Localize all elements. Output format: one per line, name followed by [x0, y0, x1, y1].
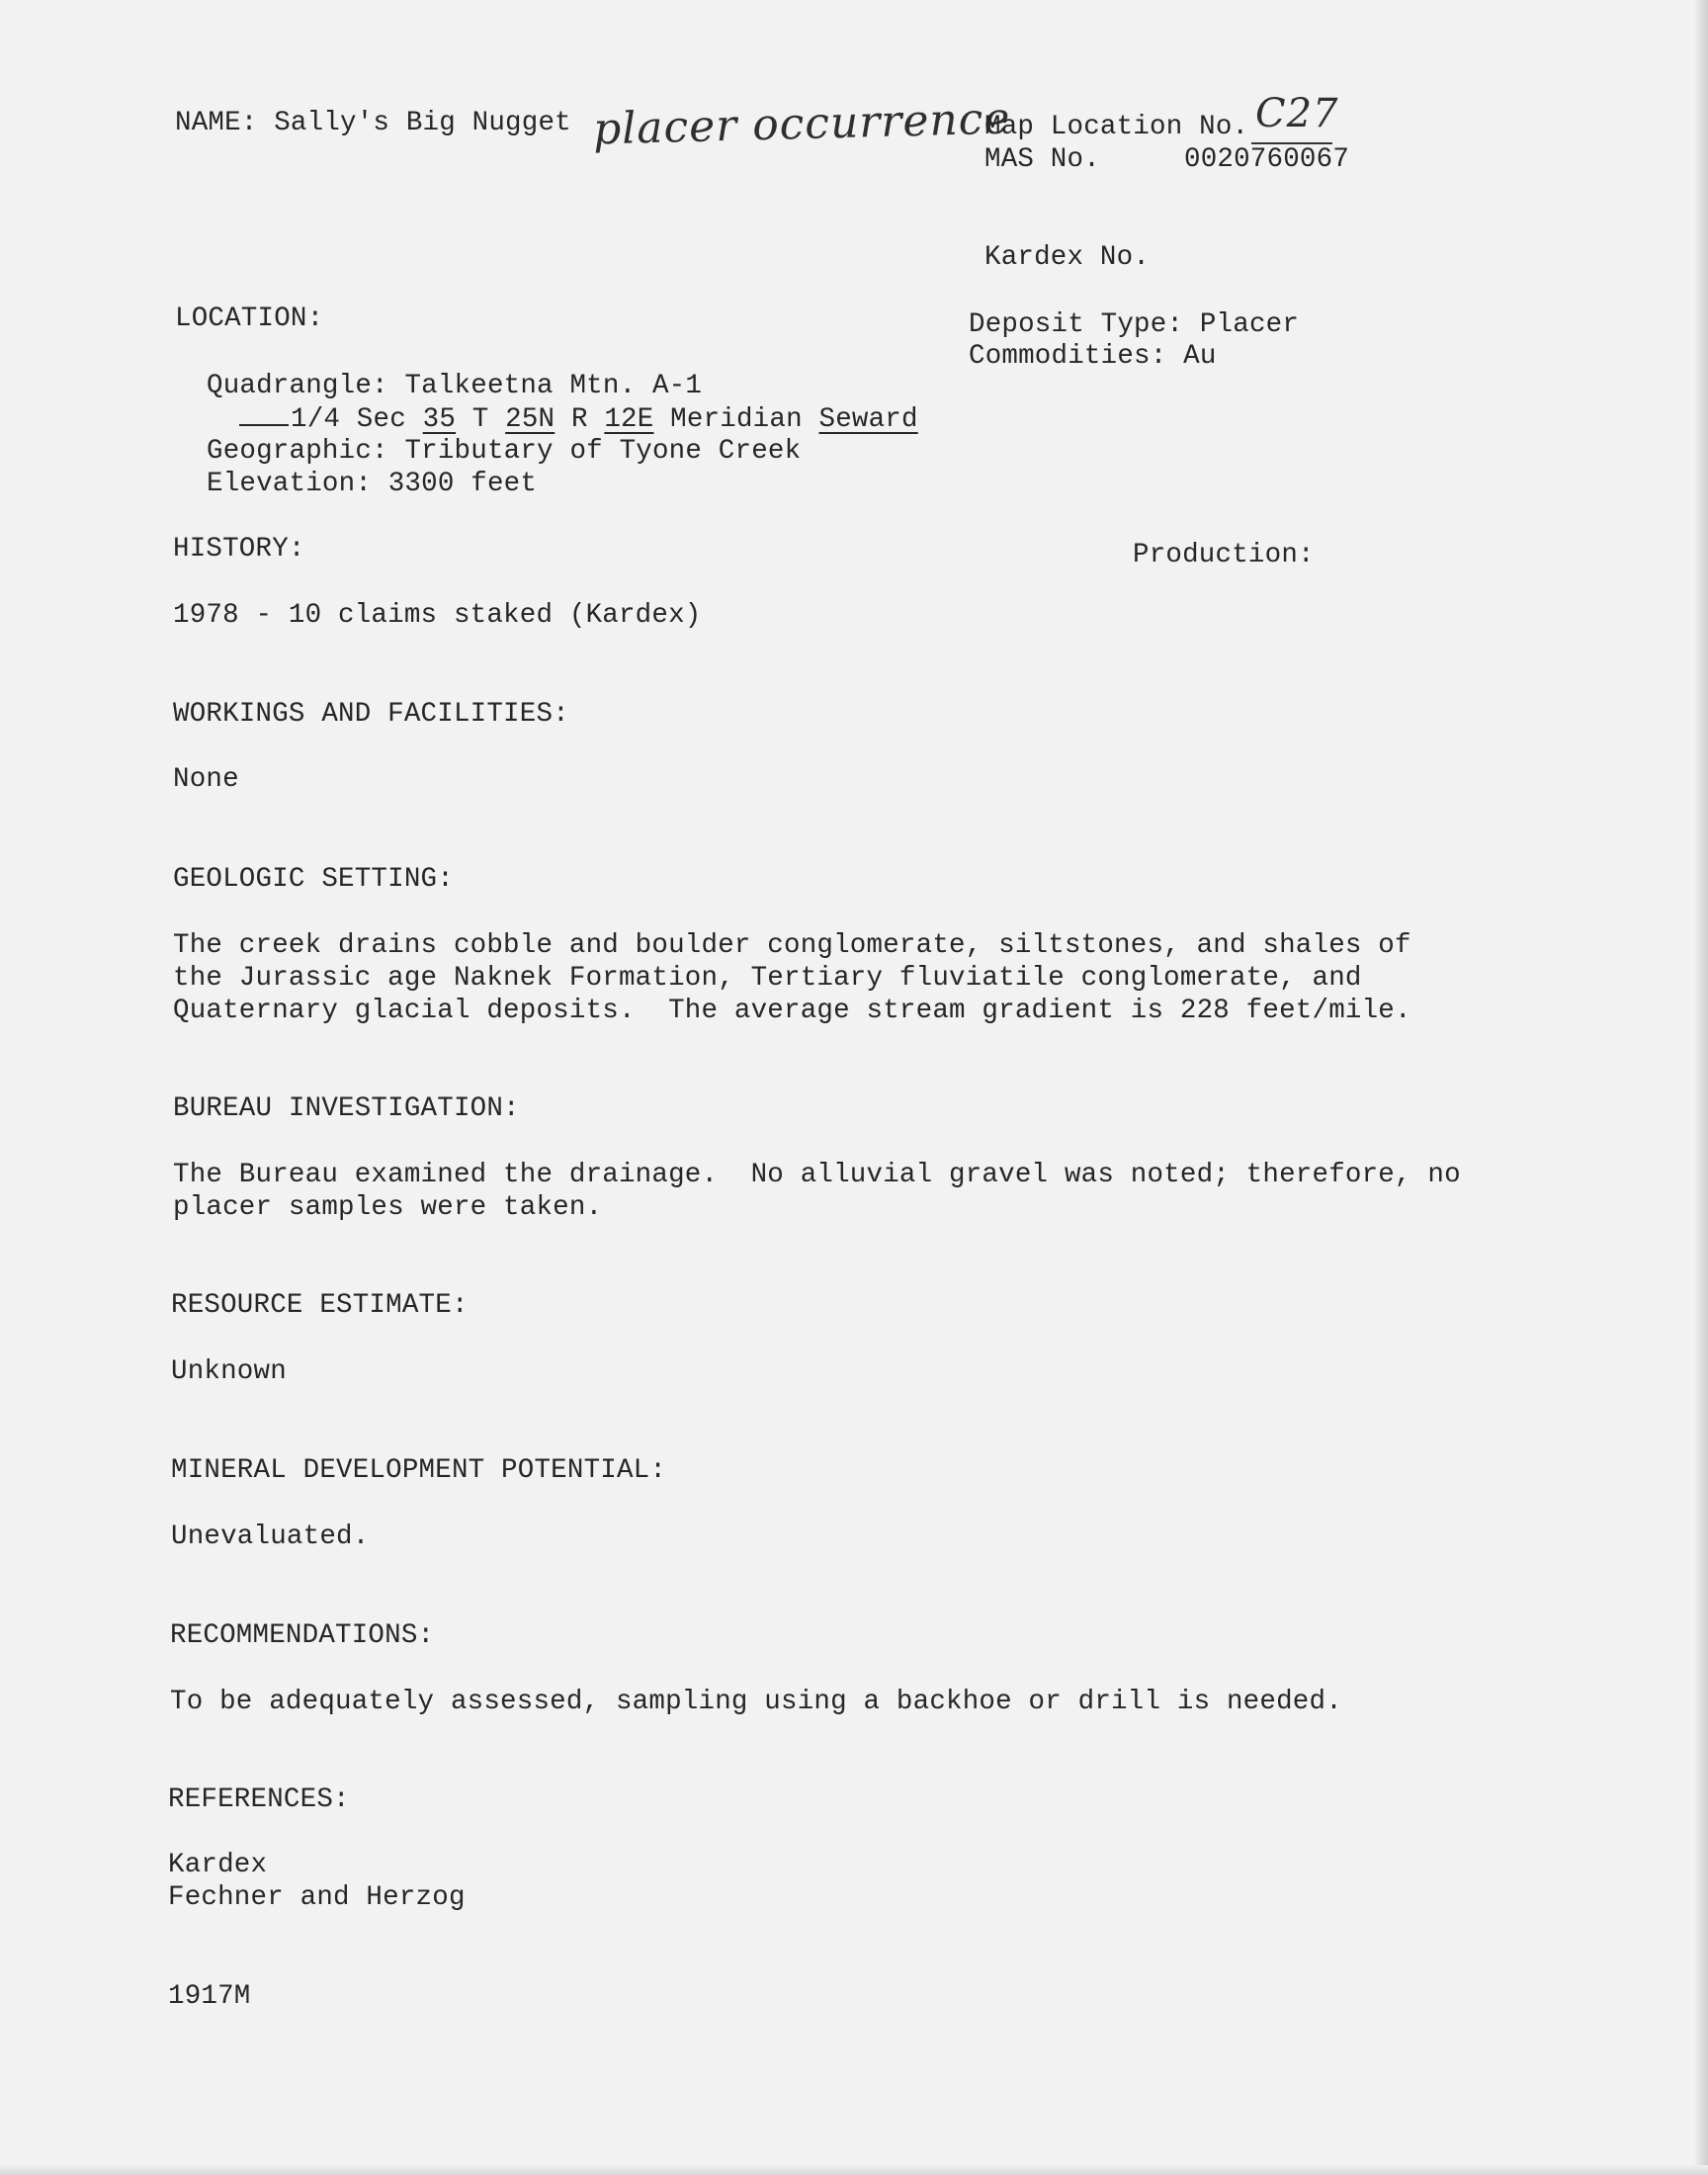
mas-line [984, 143, 1100, 176]
commodities-line [969, 340, 1217, 373]
deposit-type-value: Placer [1199, 309, 1300, 340]
township-label: T [471, 404, 489, 435]
mineral-text: Unevaluated. [171, 1522, 370, 1552]
geographic-value: Tributary of Tyone Creek [404, 436, 802, 467]
bureau-line-2: placer samples were taken. [173, 1192, 603, 1223]
township-value: 25N [505, 404, 555, 435]
elevation-line [207, 468, 537, 500]
resource-text: Unknown [171, 1356, 287, 1387]
geologic-line-2: the Jurassic age Naknek Formation, Tertiary fluviatile conglomerate, and [173, 963, 1362, 994]
scan-edge-right [1694, 0, 1708, 2175]
range-value: 12E [604, 404, 654, 435]
quarter-blank [239, 402, 289, 426]
geographic-line [207, 435, 801, 468]
deposit-type-label: Deposit Type: [969, 309, 1184, 340]
mineral-heading: MINERAL DEVELOPMENT POTENTIAL: [171, 1455, 667, 1486]
geologic-line-3: Quaternary glacial deposits. The average stream gradient is 228 feet/mile. [173, 996, 1411, 1026]
handwritten-note: placer occurrence [592, 93, 1012, 155]
quadrangle-line [207, 370, 702, 402]
mas-value: 0020760067 [1184, 144, 1350, 175]
workings-heading: WORKINGS AND FACILITIES: [173, 699, 569, 730]
footer-code: 1917M [168, 1981, 251, 2012]
geologic-heading: GEOLOGIC SETTING: [173, 864, 454, 895]
range-label: R [570, 404, 588, 435]
location-heading: LOCATION: [175, 304, 324, 334]
map-location-line [984, 111, 1248, 143]
section-line [239, 402, 918, 436]
bureau-heading: BUREAU INVESTIGATION: [173, 1093, 520, 1124]
production-label: Production: [1133, 540, 1315, 570]
history-heading: HISTORY: [173, 534, 305, 565]
resource-heading: RESOURCE ESTIMATE: [171, 1290, 469, 1321]
recommendations-text: To be adequately assessed, sampling using a backhoe or drill is needed. [170, 1687, 1342, 1717]
name-line [175, 107, 571, 139]
elevation-value: 3300 feet [387, 469, 538, 499]
meridian-value: Seward [818, 404, 918, 435]
mas-label: MAS No. [984, 144, 1100, 175]
history-text: 1978 - 10 claims staked (Kardex) [173, 600, 702, 631]
meridian-label: Meridian [670, 404, 803, 435]
workings-text: None [173, 764, 239, 795]
reference-item: Fechner and Herzog [168, 1882, 466, 1913]
scan-edge-bottom [0, 2165, 1708, 2175]
kardex-label: Kardex No. [984, 242, 1151, 273]
elevation-label: Elevation: [207, 469, 373, 499]
name-value: Sally's Big Nugget [274, 108, 571, 138]
map-location-label: Map Location No. [984, 112, 1249, 142]
geologic-line-1: The creek drains cobble and boulder conglomerate, siltstones, and shales of [173, 930, 1411, 961]
name-label: NAME: [175, 108, 258, 138]
quarter-label: 1/4 Sec [291, 404, 406, 435]
references-heading: REFERENCES: [168, 1784, 350, 1815]
quadrangle-value: Talkeetna Mtn. A-1 [404, 371, 703, 401]
deposit-type-line [969, 308, 1299, 341]
map-location-value: C27 [1255, 91, 1339, 136]
quadrangle-label: Quadrangle: [207, 371, 388, 401]
commodities-label: Commodities: [969, 341, 1167, 372]
commodities-value: Au [1183, 341, 1217, 372]
section-value: 35 [422, 404, 457, 435]
bureau-line-1: The Bureau examined the drainage. No alluvial gravel was noted; therefore, no [173, 1160, 1461, 1190]
geographic-label: Geographic: [207, 436, 388, 467]
recommendations-heading: RECOMMENDATIONS: [170, 1620, 435, 1651]
reference-item: Kardex [168, 1850, 268, 1880]
